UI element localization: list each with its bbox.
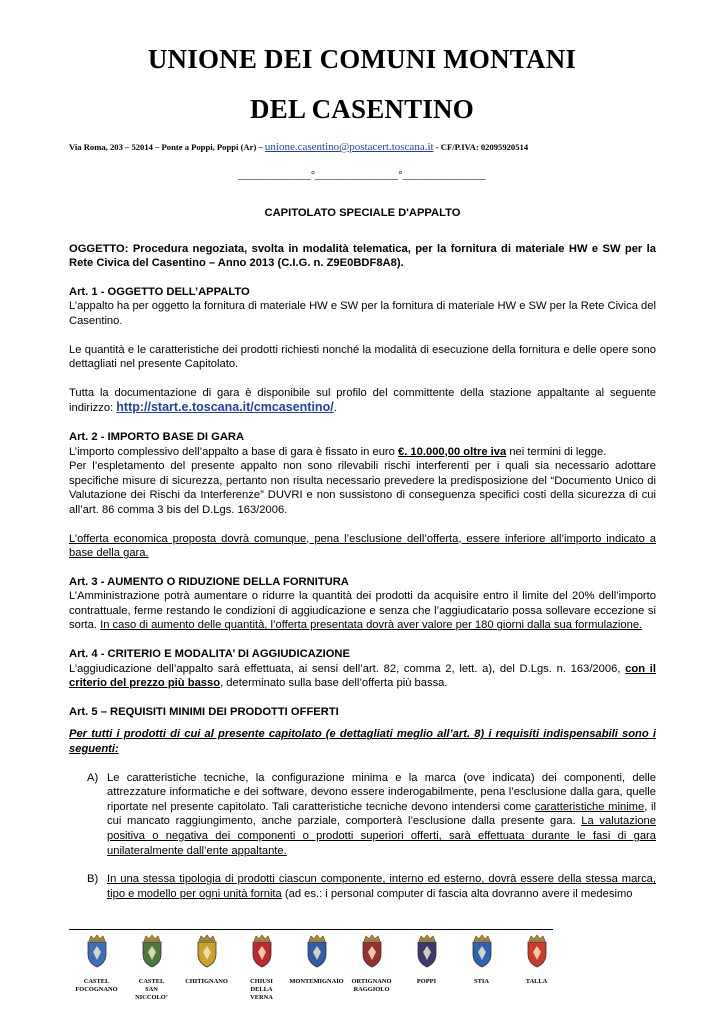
document-body: [69, 206, 656, 901]
art1-p3-end: .: [333, 402, 337, 415]
list-text-b: [107, 872, 656, 901]
start-toscana-link[interactable]: http://start.e.toscana.it/cmcasentino/: [116, 400, 334, 415]
comune-crest: [179, 934, 234, 1002]
art3-text: L’Amministrazione potrà aumentare o ridurre la quantità dei prodotti da acquisire entro il limite del 20% dell’importo contrattuale, ferme restando le condizioni di aggiudicazione e senza che l’aggiudicatario possa sollevare eccezione si sorta.: [69, 590, 656, 632]
header-title-line2: DEL CASENTINO: [250, 94, 474, 124]
poppi-crest-icon: [414, 934, 440, 968]
list-text-a: [107, 771, 656, 859]
comune-name: MONTEMIGNAIO: [289, 978, 344, 985]
comune-name: POPPI: [416, 978, 437, 985]
art2-l1-end: nei termini di legge.: [506, 445, 607, 458]
art4-text: L’aggiudicazione dell’appalto sarà effettuata, ai sensi dell’art. 82, comma 2, lett. a), del D.Lgs. n. 163/2006,: [69, 662, 626, 675]
item-a-text-2: caratteristiche minime: [534, 800, 645, 813]
item-b-text-2: (ad es.: i personal computer di fascia alta dovranno avere il medesimo: [281, 887, 633, 900]
castel-san-niccolo-crest-icon: [139, 934, 165, 968]
art1-paragraph-1: L’appalto ha per oggetto la fornitura di materiale HW e SW per la fornitura di materiale HW e SW per la Rete Civica del Casentino.: [69, 300, 656, 327]
art2-l1-text: L’importo complessivo dell’appalto a base di gara è fissato in euro: [69, 445, 398, 458]
footer-crests: [69, 934, 569, 1002]
address-suffix: - CF/P.IVA: 02095920514: [433, 142, 529, 152]
email-link[interactable]: unione.casentino@postacert.toscana.it: [264, 141, 434, 153]
art2-line-1: [69, 445, 656, 460]
comune-crest: [289, 934, 344, 1002]
art3-title: Art. 3 - AUMENTO O RIDUZIONE DELLA FORNITURA: [69, 575, 349, 588]
art1-p3-text: Tutta la documentazione di gara è disponibile sul profilo del committente della stazione appaltante al seguente indirizzo:: [69, 386, 656, 415]
art2-title: Art. 2 - IMPORTO BASE DI GARA: [69, 430, 245, 443]
header-title-line1: UNIONE DEI COMUNI MONTANI: [147, 44, 577, 74]
item-b-text-1: In una stessa tipologia di prodotti ciascun componente, interno ed esterno, dovrà essere della stessa marca, tipo e modello per ogni unità fornita: [107, 873, 656, 900]
talla-crest-icon: [524, 934, 550, 968]
comune-crest: [399, 934, 454, 1002]
document-heading: CAPITOLATO SPECIALE D'APPALTO: [264, 207, 461, 219]
comune-name: CASTEL FOCOGNANO: [75, 978, 118, 993]
address-prefix: Via Roma, 203 – 52014 – Ponte a Poppi, Poppi (Ar) –: [69, 142, 265, 152]
comune-name: CHIUSI DELLA VERNA: [250, 978, 273, 1001]
art5-title: Art. 5 – REQUISITI MINIMI DEI PRODOTTI OFFERTI: [69, 705, 339, 718]
art4-paragraph: [69, 662, 656, 691]
comune-name: TALLA: [525, 978, 548, 985]
chiusi-della-verna-crest-icon: [249, 934, 275, 968]
list-item-a: [69, 771, 656, 859]
comune-name: CASTEL SAN NICCOLO’: [135, 978, 168, 1001]
art4-criterio: con il criterio del prezzo più basso: [69, 662, 656, 690]
castel-focognano-crest-icon: [84, 934, 110, 968]
art1-paragraph-3: [69, 386, 656, 416]
montemignaio-crest-icon: [304, 934, 330, 968]
art2-paragraph-3: L’offerta economica proposta dovrà comunque, pena l’esclusione dell’offerta, essere inferiore all’importo indicato a base della gara.: [69, 532, 656, 560]
art3-paragraph: [69, 589, 656, 633]
art1-title: Art. 1 - OGGETTO DELL’APPALTO: [69, 285, 250, 298]
ortignano-raggiolo-crest-icon: [359, 934, 385, 968]
header-divider: ______________°________________°________________: [238, 170, 486, 181]
art2-paragraph-2: Per l’espletamento del presente appalto non sono rilevabili rischi interferenti per i quali sia necessario adottare specifiche misure di sicurezza, pertanto non risulta necessario prevedere la predisposizione del “Documento Unico di Valutazione dei Rischi da Interferenze” DUVRI e non sussistono di conseguenza specifici costi della sicurezza di cui all’art. 86 comma 3 bis del D.Lgs. 163/2006.: [69, 460, 656, 516]
list-item-b: [69, 872, 656, 901]
header-address: [69, 141, 669, 153]
comune-crest: [124, 934, 179, 1002]
list-marker-a: A): [87, 771, 99, 784]
comune-name: STIA: [474, 978, 489, 985]
art5-intro: Per tutti i prodotti di cui al presente capitolato (e dettagliati meglio all’art. 8) i requisiti indispensabili sono i seguenti:: [69, 728, 656, 756]
art3-underlined-text: In caso di aumento delle quantità, l’offerta presentata dovrà aver valore per 180 giorni dalla sua formulazione.: [100, 619, 643, 632]
comune-crest: [509, 934, 564, 1002]
item-a-text-4: La valutazione positiva o negativa dei componenti o prodotti superiori offerti, sarà effettuata durante le fasi di gara unilateralmente dall’ente appaltante.: [107, 815, 656, 857]
art4-title: Art. 4 - CRITERIO E MODALITA’ DI AGGIUDICAZIONE: [69, 648, 350, 661]
footer-divider: [69, 929, 553, 930]
chitignano-crest-icon: [194, 934, 220, 968]
art4-text-end: , determinato sulla base dell’offerta più bassa.: [220, 677, 448, 690]
comune-crest: [234, 934, 289, 1002]
comune-name: ORTIGNANO RAGGIOLO: [351, 978, 392, 993]
comune-crest: [344, 934, 399, 1002]
item-a-text-1: Le caratteristiche tecniche, la configurazione minima e la marca (ove indicata) dei componenti, delle attrezzature informatiche e dei software, devono essere inderogabilmente, pena l’esclusione dalla gara, quelle riportate nel presente capitolato. Tali caratteristiche tecniche devono intendersi come: [107, 771, 656, 813]
comune-name: CHITIGNANO: [185, 978, 228, 985]
comune-crest: [69, 934, 124, 1002]
art1-paragraph-2: Le quantità e le caratteristiche dei prodotti richiesti nonché la modalità di esecuzione della fornitura e delle opere sono dettagliati nel presente Capitolato.: [69, 343, 656, 371]
item-a-text-3: , il cui mancato raggiungimento, anche parziale, comporterà l’esclusione dalla presente gara.: [107, 800, 656, 828]
list-marker-b: B): [87, 873, 99, 886]
stia-crest-icon: [469, 934, 495, 968]
oggetto-paragraph: OGGETTO: Procedura negoziata, svolta in modalità telematica, per la fornitura di materiale HW e SW per la Rete Civica del Casentino – Anno 2013 (C.I.G. n. Z9E0BDF8A8).: [69, 242, 656, 270]
importo-value: €. 10.000,00 oltre iva: [397, 445, 507, 458]
comune-crest: [454, 934, 509, 1002]
